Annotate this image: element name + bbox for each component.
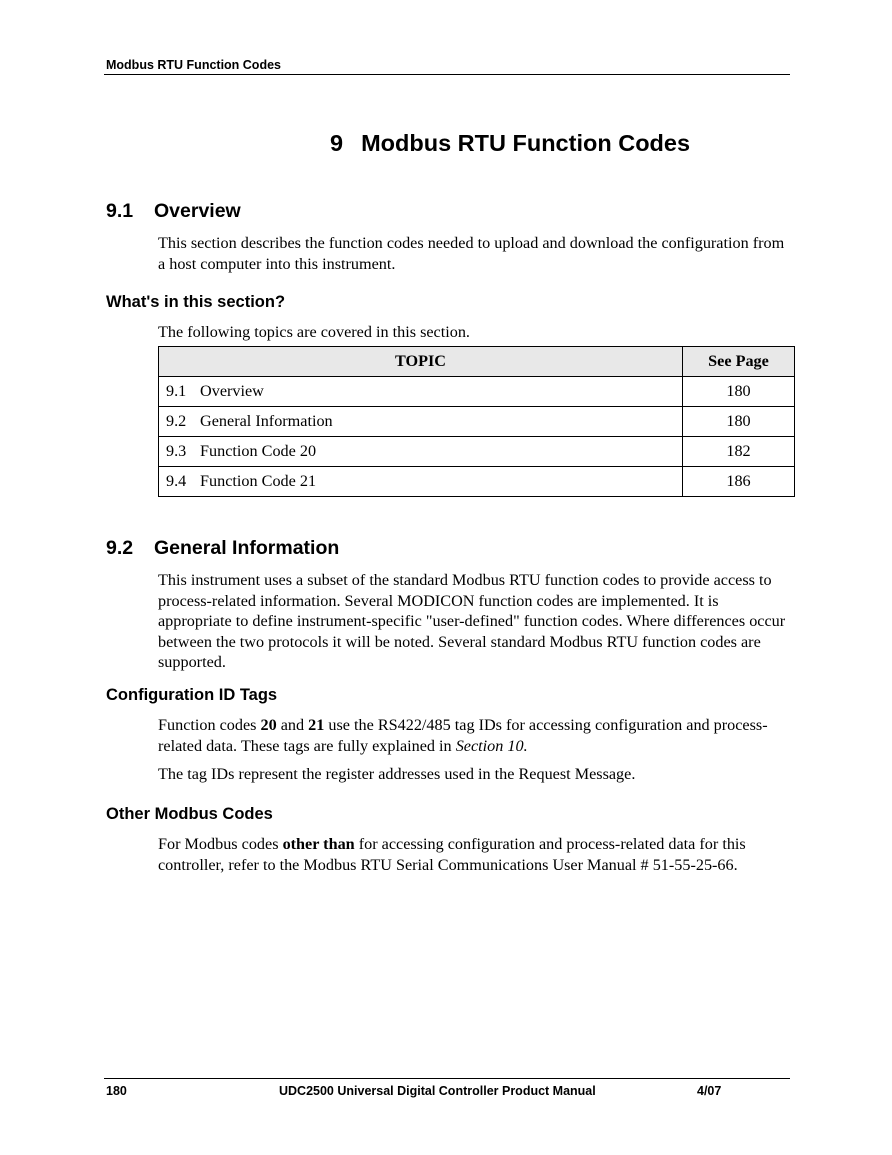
manual-title: UDC2500 Universal Digital Controller Product Manual: [279, 1084, 596, 1098]
other-modbus-codes-paragraph: [158, 834, 788, 875]
topic-title: Function Code 21: [200, 472, 317, 490]
chapter-number: 9: [330, 130, 344, 156]
footer-rule: [104, 1078, 790, 1079]
tag-ids-paragraph: The tag IDs represent the register addresses used in the Request Message.: [158, 765, 636, 783]
text-run: Function codes: [158, 716, 261, 734]
topic-column-header: TOPIC: [159, 347, 683, 377]
topic-cell: [159, 437, 683, 467]
section-title: Overview: [154, 200, 241, 222]
topic-title: Function Code 20: [200, 442, 317, 460]
section-heading-overview: [106, 200, 241, 223]
page-number: 180: [106, 1084, 127, 1098]
topic-title: General Information: [200, 412, 333, 430]
page-cell: 182: [683, 437, 795, 467]
topics-intro: The following topics are covered in this section.: [158, 323, 470, 341]
topic-number: 9.2: [166, 412, 187, 430]
section-heading-general-information: [106, 537, 339, 560]
table-row: [159, 437, 795, 467]
topic-title: Overview: [200, 382, 264, 400]
section-number: 9.2: [106, 537, 134, 559]
whats-in-section-heading: What's in this section?: [106, 293, 286, 311]
chapter-title-text: Modbus RTU Function Codes: [361, 130, 691, 156]
section-title: General Information: [154, 537, 340, 559]
text-run: and: [276, 716, 309, 734]
function-code-20: 20: [260, 716, 277, 734]
configuration-id-tags-heading: Configuration ID Tags: [106, 686, 278, 704]
header-rule: [104, 74, 790, 75]
table-row: [159, 407, 795, 437]
revision-date: 4/07: [697, 1084, 722, 1098]
page-cell: 186: [683, 467, 795, 497]
section-reference: Section 10.: [455, 736, 528, 755]
general-information-paragraph: This instrument uses a subset of the standard Modbus RTU function codes to provide access to process-related information. Several MODICON function codes are implemented. It is appropriate to define instrument-specific "user-defined" function codes. Where differences occur between the two protocols it will be noted. Several standard Modbus RTU function codes are supported.: [158, 571, 786, 671]
table-header-row: [159, 347, 795, 377]
page-column-header: See Page: [683, 347, 795, 377]
page-cell: 180: [683, 407, 795, 437]
table-row: [159, 377, 795, 407]
other-modbus-codes-heading: Other Modbus Codes: [106, 805, 273, 823]
text-run: use the RS422/485 tag IDs for accessing configuration and process-related data. These tags are fully explained in: [158, 716, 768, 755]
chapter-title: [330, 130, 690, 157]
page-cell: 180: [683, 377, 795, 407]
topic-number: 9.4: [166, 472, 187, 490]
text-run: For Modbus codes: [158, 835, 283, 853]
topics-table: [158, 346, 795, 497]
section-number: 9.1: [106, 200, 134, 222]
running-header: Modbus RTU Function Codes: [106, 58, 281, 72]
topic-number: 9.3: [166, 442, 187, 460]
topic-cell: [159, 467, 683, 497]
topic-cell: [159, 377, 683, 407]
configuration-tags-paragraph: [158, 715, 788, 756]
table-row: [159, 467, 795, 497]
text-run: for accessing configuration and process-related data for this controller, refer to the Modbus RTU Serial Communications User Manual # 51-55-25-66.: [158, 835, 746, 874]
overview-paragraph: This section describes the function codes needed to upload and download the configuration from a host computer into this instrument.: [158, 234, 785, 273]
function-code-21: 21: [308, 716, 325, 734]
topic-cell: [159, 407, 683, 437]
emphasis-text: other than: [282, 835, 355, 853]
topic-number: 9.1: [166, 382, 187, 400]
